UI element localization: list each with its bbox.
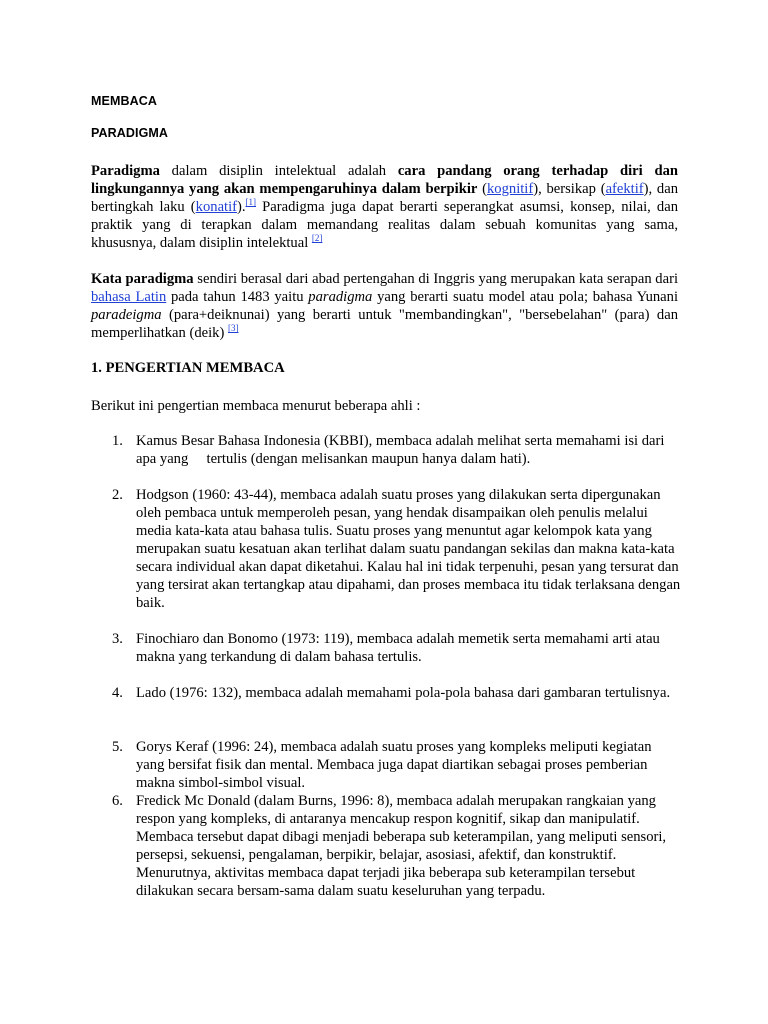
list-item-text: Fredick Mc Donald (dalam Burns, 1996: 8), membaca adalah merupakan rangkaian yang respon yang kompleks, di antaranya mencakup respon kognitif, sikap dan manipulatif. Membaca tersebut dapat dibagi menjadi beberapa sub keterampilan, yang meliputi sensori, persepsi, sekuensi, pengalaman, berpikir, belajar, asosiasi, afektif, dan konstruktif. Menurutnya, aktivitas membaca dapat terjadi jika beberapa sub keterampilan tersebut dilakukan secara bersam-sama dalam suatu keseluruhan yang terpadu. xyxy=(136,793,667,899)
link-bahasa-latin[interactable]: bahasa Latin xyxy=(91,289,167,305)
term-paradigma: Paradigma xyxy=(91,163,160,179)
paragraph-text: ), dan bertingkah laku ( xyxy=(91,181,679,215)
bold-definition: cara pandang orang terhadap diri dan lingkungannya yang akan mempengaruhinya dalam berpikir xyxy=(91,163,678,197)
list-item xyxy=(112,792,682,900)
list-item xyxy=(112,432,682,468)
list-number: 1. xyxy=(112,433,123,449)
list-item xyxy=(112,684,682,702)
section-title: 1. PENGERTIAN MEMBACA xyxy=(91,360,285,376)
paragraph-text: sendiri berasal dari abad pertengahan di Inggris yang merupakan kata serapan dari xyxy=(193,271,678,287)
paragraph-text: ). xyxy=(237,199,246,215)
list-item-text: Finochiaro dan Bonomo (1973: 119), membaca adalah memetik serta memahami arti atau makna yang terkandung di dalam bahasa tertulis. xyxy=(136,631,660,665)
list-item-text: Kamus Besar Bahasa Indonesia (KBBI), membaca adalah melihat serta memahami isi dari apa yang tertulis (dengan melisankan maupun hanya dalam hati). xyxy=(136,433,665,467)
italic-paradeigma: paradeigma xyxy=(91,307,162,323)
document-title: MEMBACA xyxy=(91,94,157,108)
link-kognitif[interactable]: kognitif xyxy=(487,181,534,197)
document-subtitle: PARADIGMA xyxy=(91,126,169,140)
list-number: 2. xyxy=(112,487,123,503)
footnote-ref-3 xyxy=(228,323,239,333)
list-item-text: Lado (1976: 132), membaca adalah memahami pola-pola bahasa dari gambaran tertulisnya. xyxy=(136,685,671,701)
link-konatif[interactable]: konatif xyxy=(195,199,238,215)
list-item xyxy=(112,738,682,792)
paragraph-text: Paradigma juga dapat berarti seperangkat asumsi, konsep, nilai, dan praktik yang di terapkan dalam memandang realitas dalam sebuah komunitas yang sama, khususnya, dalam disiplin intelektual xyxy=(91,199,678,251)
footnote-ref-2 xyxy=(312,233,323,243)
paragraph-text: dalam disiplin intelektual adalah xyxy=(159,163,398,179)
paragraph-paradigma-definition xyxy=(91,162,678,252)
list-item xyxy=(112,486,682,612)
list-number: 5. xyxy=(112,739,123,755)
list-item xyxy=(112,630,682,666)
paragraph-text: yang berarti suatu model atau pola; bahasa Yunani xyxy=(372,289,678,305)
footnote-link-1[interactable]: [1] xyxy=(245,197,257,208)
footnote-ref-1 xyxy=(246,197,257,207)
paragraph-text: pada tahun 1483 yaitu xyxy=(166,289,309,305)
paragraph-text: (para+deiknunai) yang berarti untuk "membandingkan", "bersebelahan" (para) dan memperlihatkan (deik) xyxy=(91,307,678,341)
footnote-link-2[interactable]: [2] xyxy=(311,233,323,244)
list-number: 6. xyxy=(112,793,123,809)
link-afektif[interactable]: afektif xyxy=(605,181,644,197)
footnote-link-3[interactable]: [3] xyxy=(227,323,239,334)
list-number: 3. xyxy=(112,631,123,647)
term-kata-paradigma: Kata paradigma xyxy=(91,271,194,287)
paragraph-text: ( xyxy=(477,181,487,197)
list-item-text: Hodgson (1960: 43-44), membaca adalah suatu proses yang dilakukan serta dipergunakan oleh pembaca untuk memperoleh pesan, yang hendak disampaikan oleh penulis melalui media kata-kata atau bahasa tulis. Suatu proses yang menuntut agar kelompok kata yang merupakan suatu kesatuan akan terlihat dalam suatu pandangan sekilas dan makna kata-kata secara individual akan dapat diketahui. Kalau hal ini tidak terpenuhi, pesan yang tersurat dan yang tersirat akan tertangkap atau dipahami, dan proses membaca itu tidak terlaksana dengan baik. xyxy=(136,487,681,611)
italic-paradigma: paradigma xyxy=(308,289,373,305)
paragraph-text: ), bersikap ( xyxy=(533,181,606,197)
intro-text: Berikut ini pengertian membaca menurut beberapa ahli : xyxy=(91,398,421,414)
list-item-text: Gorys Keraf (1996: 24), membaca adalah suatu proses yang kompleks meliputi kegiatan yang bersifat fisik dan mental. Membaca juga dapat diartikan sebagai proses pemberian makna simbol-simbol visual. xyxy=(136,739,652,791)
list-number: 4. xyxy=(112,685,123,701)
paragraph-kata-paradigma xyxy=(91,270,678,342)
